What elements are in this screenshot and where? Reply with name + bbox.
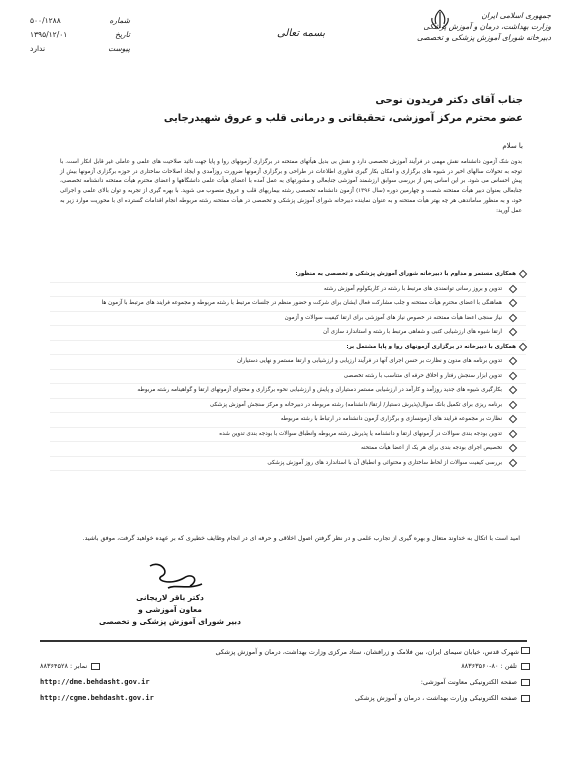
task-item xyxy=(50,413,526,428)
mail-icon xyxy=(521,679,530,686)
bullet-icon xyxy=(509,386,517,394)
task-text: هماهنگی با اعضای محترم هیأت ممتحنه و جلب مشارکت فعال ایشان برای شرکت و حضور منظم در جلسات مرتبط با رشته مربوطه و مجموعه فرایند های مرتبط با آزمون ها xyxy=(101,300,502,306)
fax-icon xyxy=(91,663,100,670)
site2 xyxy=(355,690,530,706)
bullet-icon xyxy=(509,371,517,379)
task-item xyxy=(50,326,526,341)
ministry-line: جمهوری اسلامی ایران xyxy=(481,11,551,20)
recipient-name: جناب آقای دکتر فریدون نوحی xyxy=(375,95,523,106)
bullet-icon xyxy=(509,400,517,408)
task-text: بررسی کیفیت سوالات از لحاظ ساختاری و محتوائی و انطباق آن با استاندارد های روز آموزش پزشکی xyxy=(267,459,502,466)
site2-link[interactable]: http://cgme.behdasht.gov.ir xyxy=(40,694,154,702)
bullet-icon xyxy=(509,458,517,466)
signer-name: دکتر باقر لاریجانی xyxy=(136,593,204,602)
task-item xyxy=(50,355,526,370)
task-item xyxy=(50,428,526,443)
site1-link[interactable]: http://dme.behdasht.gov.ir xyxy=(40,678,150,686)
task-text: همکاری با دبیرخانه در برگزاری آزمونهای روا و پایا مشتمل بر: xyxy=(346,343,516,350)
ministry-header xyxy=(401,10,551,43)
body-paragraph: بدون شک آزمون دانشنامه نقش مهمی در فرآیند آموزش تخصصی دارد و نقش بی بدیل هیأتهای ممتحنه در برگزاری آزمونهای روا و پایا جهت تائید صلاحیت های علمی و عاملی غیر قابل انکار است. با توجه به تحولات سالهای اخیر در شیوه های برگزاری و امکان بکار گیری فناوری اطلاعات در طراحی و برگزاری آزمونها ضرورت روزآمدی و ایجاد اصلاحات ساختاری در حوزه برگزاری آزمونها بیش از پیش احساس می شود. بر این اساس پس از بررسی سوابق ارزشمند آموزشی جنابعالی و مشورتهای به عمل آمده با اعضای هیأت علمی دانشگاهها و اعضای محترم هیأت ممتحنه دانشنامه تخصصی، جنابعالی بعنوان دبیر هیأت ممتحنه شصت و چهارمین دوره (سال ۱۳۹۶) آزمون دانشنامه تخصصی رشته بیماریهای قلب و عروق منصوب می شوید. با بهره گیری از تجربه و توان بالای علمی و اجرائی خود، و به منظور ساماندهی هر چه بهتر هیأت ممتحنه و به عنوان نماینده دبیرخانه شورای آموزش پزشکی و تخصصی در هیأت ممتحنه رشته مربوطه انجام اقدامات گسترده ای با محوریت موارد زیر به عمل آورید: xyxy=(60,159,522,214)
footer-address xyxy=(40,646,530,658)
task-text: ارتقا شیوه های ارزشیابی کتبی و شفاهی مرتبط با رشته و استاندارد سازی آن xyxy=(323,329,502,335)
bullet-icon xyxy=(509,357,517,365)
site1-row xyxy=(40,674,530,690)
task-item xyxy=(50,384,526,399)
site1-label: صفحه الکترونیکی معاونت آموزشی: xyxy=(420,678,517,686)
meta-key: شماره xyxy=(109,16,130,25)
task-item xyxy=(50,297,526,312)
site2-label: صفحه الکترونیکی وزارت بهداشت ، درمان و آموزش پزشکی xyxy=(354,694,517,702)
task-item xyxy=(50,370,526,385)
task-text: نظارت بر مجموعه فرایند های آزمونسازی و برگزاری آزمون دانشنامه در ارتباط با رشته مربوطه xyxy=(280,416,502,422)
task-text: تدوین ابزار سنجش رفتار و اخلاق حرفه ای متناسب با رشته تخصصی xyxy=(343,372,502,379)
task-heading xyxy=(50,341,526,356)
location-icon xyxy=(521,647,530,654)
closing-paragraph: امید است با اتکال به خداوند متعال و بهره گیری از تجارب علمی و در نظر گرفتن اصول اخلاقی و حرفه ای در انجام وظایف خطیری که بر عهده خواهید گرفت، موفق باشید. xyxy=(82,535,520,542)
task-item xyxy=(50,312,526,327)
site1 xyxy=(421,674,530,690)
ministry-line: دبیرخانه شورای آموزش پزشکی و تخصصی xyxy=(417,33,551,42)
bullet-icon xyxy=(509,415,517,423)
recipient xyxy=(53,92,523,128)
signer-org: دبیر شورای آموزش پزشکی و تخصصی xyxy=(99,617,241,626)
fax-text: نمابر : ۸۸۳۶۴۵۲۸ xyxy=(40,662,88,670)
fax xyxy=(40,658,100,674)
meta-value: ندارد xyxy=(30,44,46,53)
phone-icon xyxy=(521,663,530,670)
meta-date xyxy=(30,28,130,42)
address-text: شهرک قدس، خیابان سیمای ایران، بین فلامک و زرافشان، ستاد مرکزی وزارت بهداشت، درمان و آموزش پزشکی xyxy=(215,648,519,656)
meta-attachment xyxy=(30,42,130,56)
salutation: با سلام xyxy=(502,142,523,150)
letter-meta xyxy=(30,14,130,56)
ministry-line: وزارت بهداشت، درمان و آموزش پزشکی xyxy=(423,22,551,31)
bullet-icon xyxy=(509,328,517,336)
meta-number xyxy=(30,14,130,28)
signer-block xyxy=(95,592,245,628)
meta-key: پیوست xyxy=(108,44,130,53)
bullet-icon xyxy=(509,284,517,292)
task-text: برنامه ریزی برای تکمیل بانک سوال(پذیرش دستیار/ ارتقا/ دانشنامه) رشته مربوطه در دبیرخانه و مرکز سنجش آموزش پزشکی xyxy=(209,401,502,408)
signer-role: معاون آموزشی و xyxy=(138,605,202,614)
bullet-icon xyxy=(509,444,517,452)
bullet-icon xyxy=(509,313,517,321)
task-text: تدوین برنامه های مدون و نظارت بر حسن اجرای آنها در فرآیند ارزیابی و ارزشیابی و ارتقا مستمر و نهایی دستیاران xyxy=(236,358,502,364)
task-item xyxy=(50,442,526,457)
footer xyxy=(40,646,530,706)
bullet-icon xyxy=(509,429,517,437)
task-text: تخصیص اجرای بودجه بندی برای هر یک از اعضا هیأت ممتحنه xyxy=(360,445,502,451)
meta-value: ۵۰۰/۱۲۸۸ xyxy=(30,16,61,25)
meta-key: تاریخ xyxy=(115,30,130,39)
task-heading xyxy=(50,268,526,283)
task-item xyxy=(50,457,526,472)
phone-text: تلفن : ۸۰-۸۸۳۶۳۵۶۰ xyxy=(461,662,517,670)
bullet-icon xyxy=(519,342,527,350)
recipient-title: عضو محترم مرکز آموزشی، تحقیقاتی و درمانی قلب و عروق شهیدرجایی xyxy=(163,113,523,124)
mail-icon xyxy=(521,695,530,702)
task-text: همکاری مستمر و مداوم با دبیرخانه شورای آموزش پزشکی و تخصصی به منظور: xyxy=(295,271,516,277)
task-text: تدوین و بروز رسانی توانمندی های مرتبط با رشته در کاریکولوم آموزش رشته xyxy=(323,285,502,292)
task-text: تدوین بودجه بندی سوالات در آزمونهای ارتقا و دانشنامه یا پذیرش رشته مربوطه وانطباق سوالات با بودجه بندی تدوین شده xyxy=(219,430,502,437)
bismillah: بسمه تعالی xyxy=(276,28,326,39)
task-text: بکارگیری شیوه های جدید روزآمد و کارآمد در ارزشیابی مستمر دستیاران و پایش و ارزشیابی نحوه برگزاری و محتوای آزمونهای ارتقا و گواهینامه رشته مربوطه xyxy=(137,387,502,393)
task-text: نیاز سنجی اعضا هیأت ممتحنه در خصوص نیاز های آموزشی برای ارتقا کیفیت سوالات و آزمون xyxy=(284,314,502,321)
phone xyxy=(461,658,530,674)
signature-scribble xyxy=(140,558,210,594)
contact-row xyxy=(40,658,530,674)
bullet-icon xyxy=(519,270,527,278)
footer-divider xyxy=(40,640,527,642)
task-item xyxy=(50,283,526,298)
meta-value: ۱۳۹۵/۱۲/۰۱ xyxy=(30,30,68,39)
site2-row xyxy=(40,690,530,706)
task-item xyxy=(50,399,526,414)
bullet-icon xyxy=(509,299,517,307)
task-list xyxy=(50,268,526,471)
